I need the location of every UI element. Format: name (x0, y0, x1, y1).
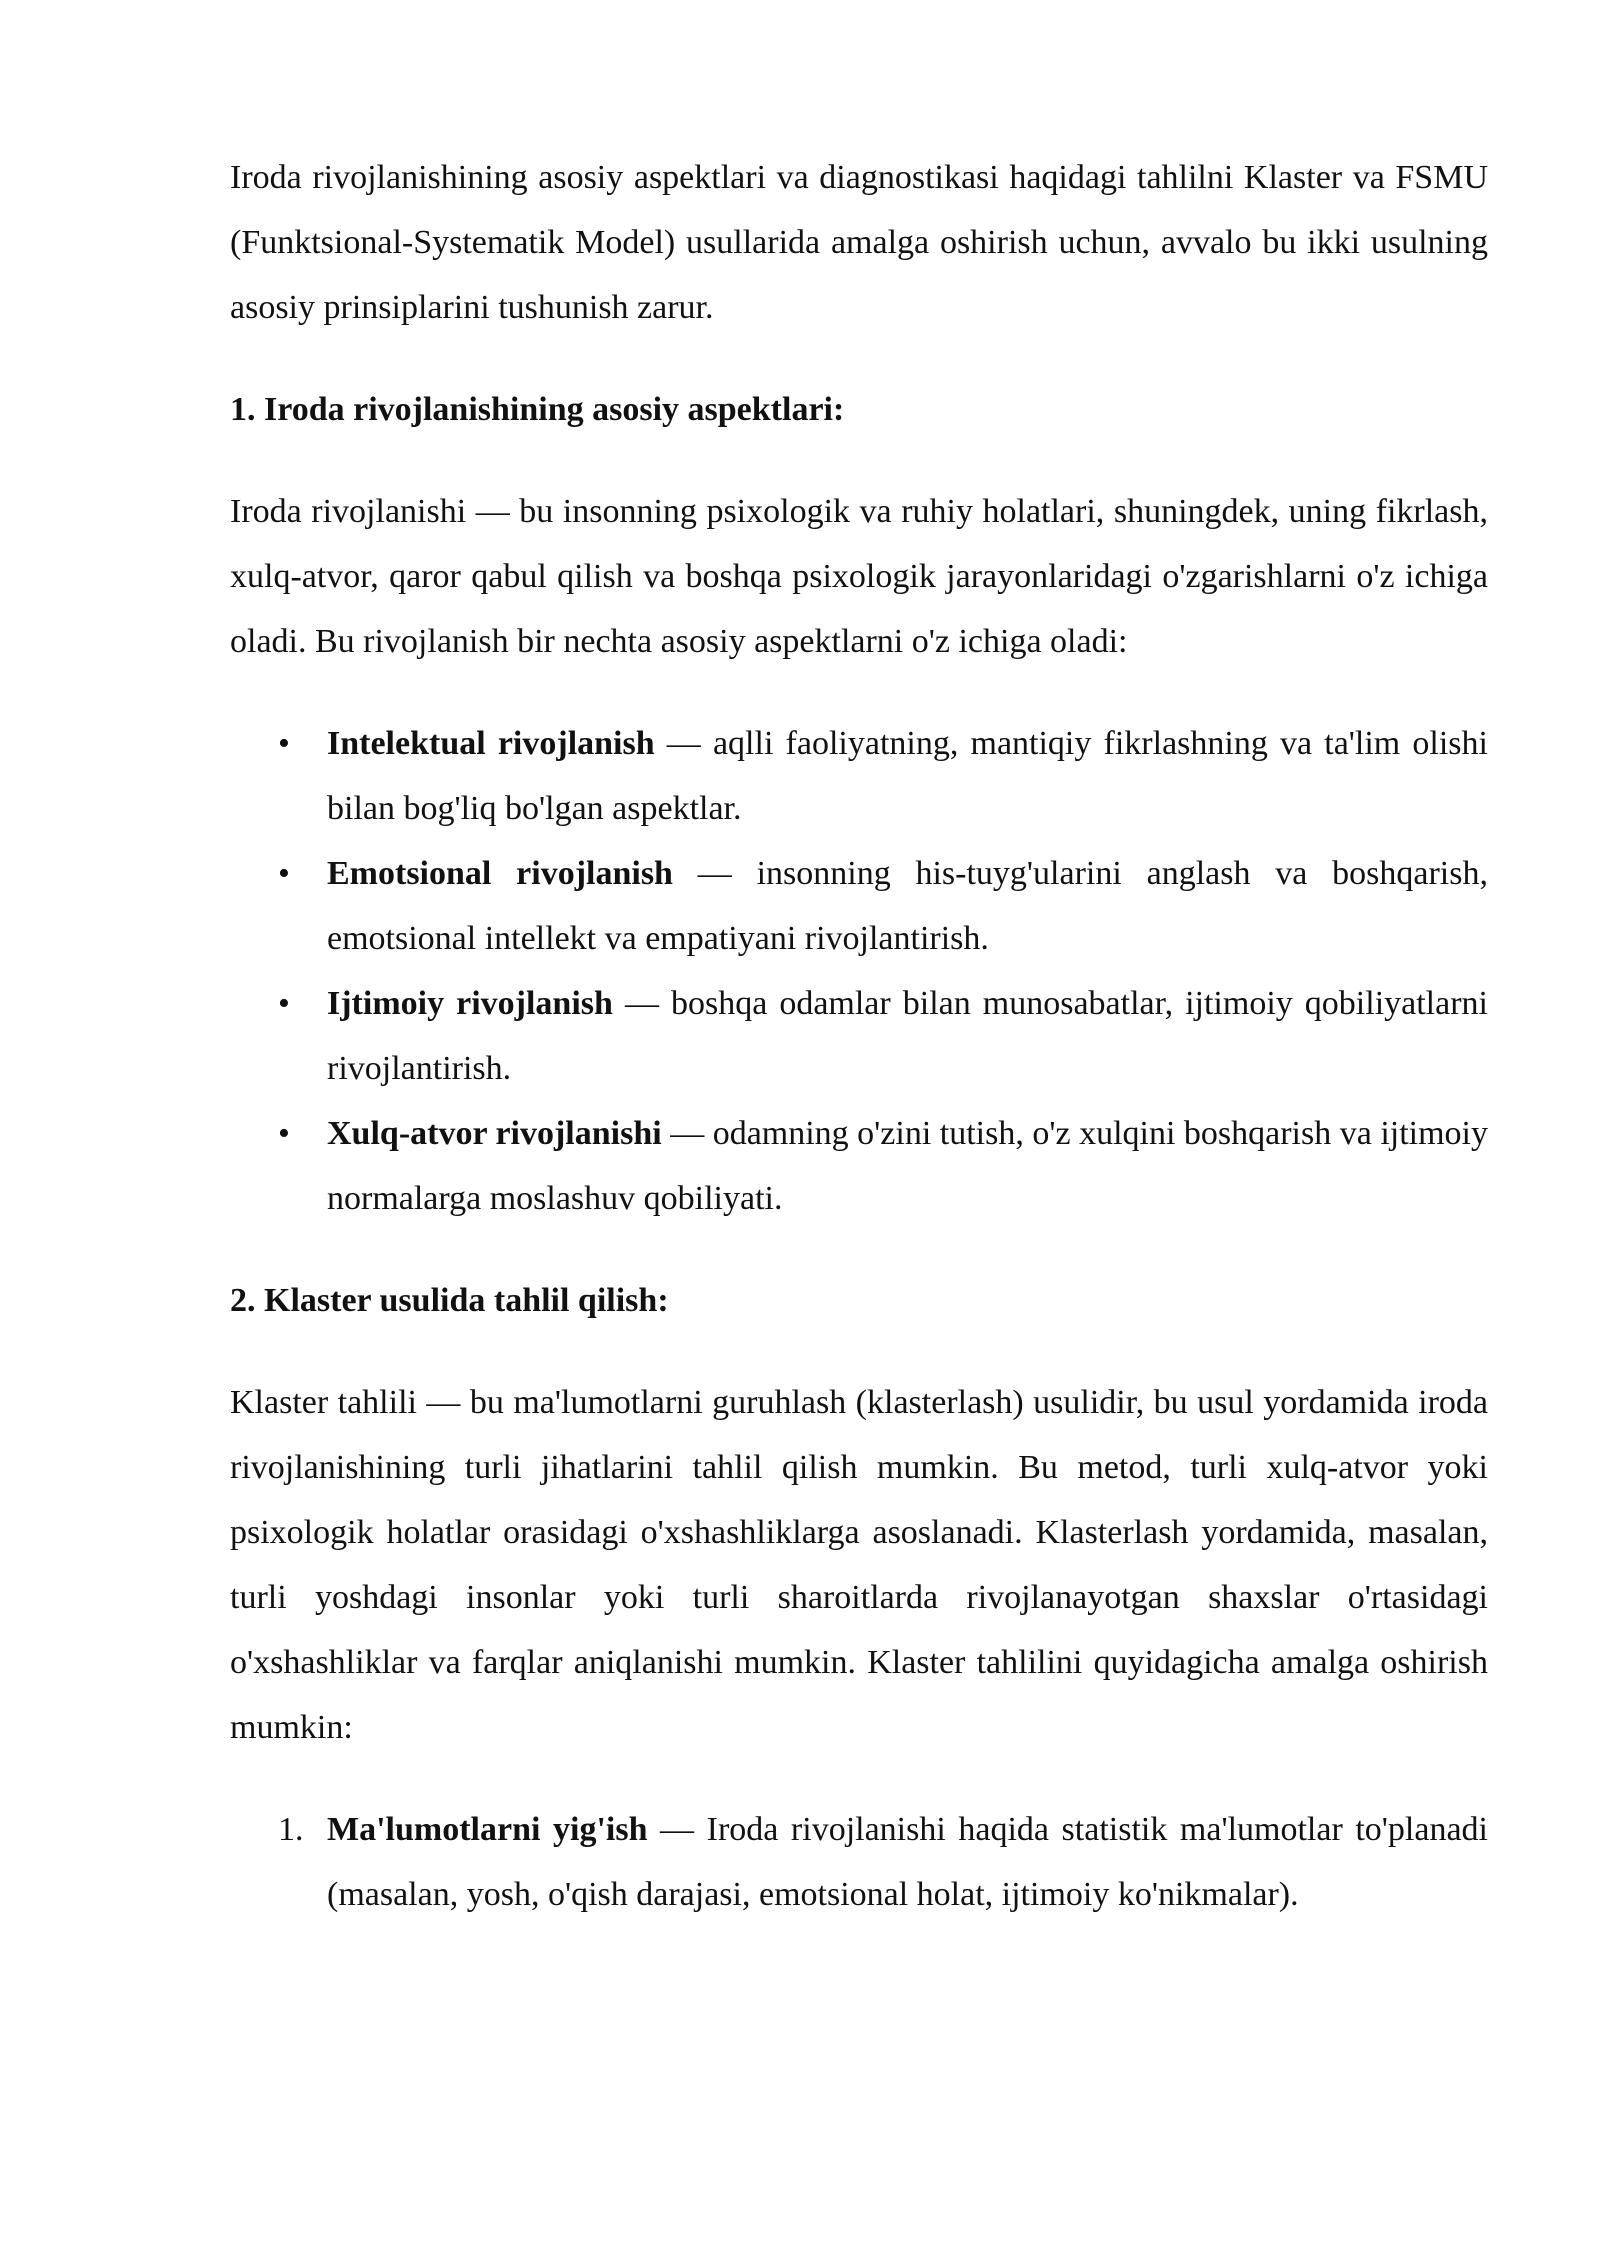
section-2-heading: 2. Klaster usulida tahlil qilish: (230, 1282, 669, 1319)
list-item-term: Emotsional rivojlanish (327, 855, 673, 892)
list-item (230, 1797, 1488, 1927)
intro-paragraph: Iroda rivojlanishining asosiy aspektlari va diagnostikasi haqidagi tahlilni Klaster va FSMU (Funktsional-Systematik Model) usullarida amalga oshirish uchun, avvalo bu ikki usulning asosiy prinsiplarini tushunish zarur. (230, 159, 1488, 326)
section-1-paragraph: Iroda rivojlanishi — bu insonning psixologik va ruhiy holatlari, shuningdek, uning fikrlash, xulq-atvor, qaror qabul qilish va boshqa psixologik jarayonlaridagi o'zgarishlarni o'z ichiga oladi. Bu rivojlanish bir nechta asosiy aspektlarni o'z ichiga oladi: (230, 493, 1488, 660)
list-item-text: — insonning his-tuyg'ularini anglash va boshqarish, emotsional intellekt va empatiyani rivojlantirish. (327, 855, 1488, 957)
list-item-term: Intelektual rivojlanish (327, 725, 655, 762)
aspects-bullet-list (230, 711, 1488, 1231)
list-item-text: — boshqa odamlar bilan munosabatlar, ijtimoiy qobiliyatlarni rivojlantirish. (327, 985, 1488, 1087)
bullet-icon: • (278, 725, 290, 762)
steps-numbered-list (230, 1797, 1488, 1927)
list-item (230, 971, 1488, 1101)
bullet-icon: • (278, 855, 290, 892)
list-item-term: Xulq-atvor rivojlanishi (327, 1115, 662, 1152)
list-item-number: 1. (278, 1811, 304, 1848)
list-item-text: — odamning o'zini tutish, o'z xulqini boshqarish va ijtimoiy normalarga moslashuv qobiliyati. (327, 1115, 1488, 1217)
list-item-term: Ma'lumotlarni yig'ish (327, 1811, 648, 1848)
section-1-heading: 1. Iroda rivojlanishining asosiy aspektlari: (230, 391, 845, 428)
section-2-paragraph: Klaster tahlili — bu ma'lumotlarni guruhlash (klasterlash) usulidir, bu usul yordamida iroda rivojlanishining turli jihatlarini tahlil qilish mumkin. Bu metod, turli xulq-atvor yoki psixologik holatlar orasidagi o'xshashliklarga asoslanadi. Klasterlash yordamida, masalan, turli yoshdagi insonlar yoki turli sharoitlarda rivojlanayotgan shaxslar o'rtasidagi o'xshashliklar va farqlar aniqlanishi mumkin. Klaster tahlilini quyidagicha amalga oshirish mumkin: (230, 1384, 1488, 1746)
document-page (230, 145, 1488, 1927)
list-item (230, 711, 1488, 841)
bullet-icon: • (278, 1115, 290, 1152)
list-item-text: — aqlli faoliyatning, mantiqiy fikrlashning va ta'lim olishi bilan bog'liq bo'lgan aspektlar. (327, 725, 1488, 827)
list-item (230, 841, 1488, 971)
list-item-text: — Iroda rivojlanishi haqida statistik ma'lumotlar to'planadi (masalan, yosh, o'qish darajasi, emotsional holat, ijtimoiy ko'nikmalar). (327, 1811, 1488, 1913)
bullet-icon: • (278, 985, 290, 1022)
list-item (230, 1101, 1488, 1231)
list-item-term: Ijtimoiy rivojlanish (327, 985, 613, 1022)
